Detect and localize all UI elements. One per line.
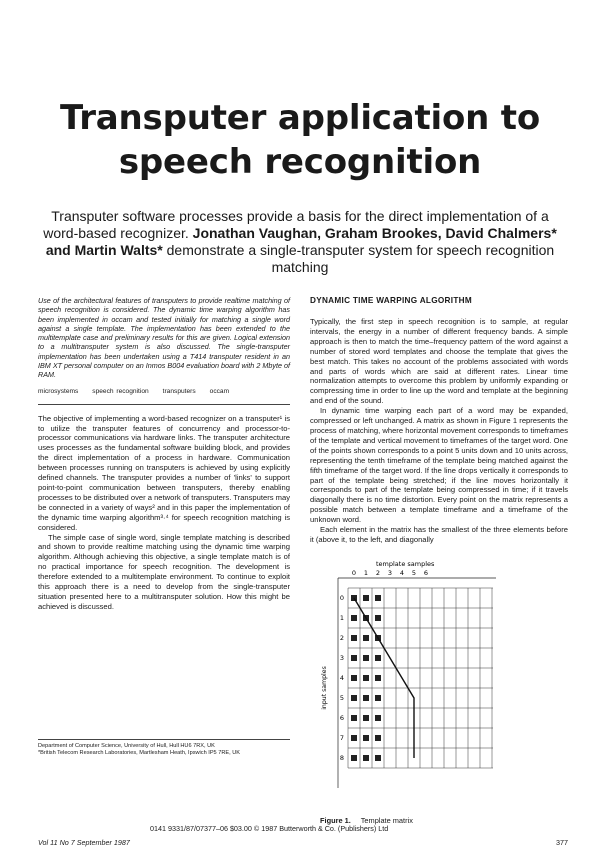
figure-caption-text: Template matrix <box>360 816 413 825</box>
matrix-cell-mark <box>363 715 369 721</box>
standfirst <box>40 208 560 276</box>
matrix-cell-mark <box>363 755 369 761</box>
copyright-line: 0141 9331/87/07377–06 $03.00 © 1987 Butterworth & Co. (Publishers) Ltd <box>150 824 389 833</box>
affiliations <box>38 739 290 757</box>
paragraph: In dynamic time warping each part of a word may be expanded, compressed or left unchanged. A matrix as shown in Figure 1 represents the process of matching, where horizontal movement corresponds to timeframes of the template and vertical movement to timeframes of the target word. One of the points shown corresponds to a point 5 units down and 10 units across, representing the tenth timeframe of the template being matched against the fifth timeframe of the target word. If the line drops vertically it corresponds to part of the template being stretched; if the line moves horizontally it corresponds to part of the template being compressed in time; if it travels diagonally there is no time distortion. Every point on the matrix represents a possible match between a template timeframe and a timeframe of the unknown word. <box>310 406 568 525</box>
matrix-cell-mark <box>351 695 357 701</box>
keyword: occam <box>209 387 230 395</box>
page-number: 377 <box>556 838 568 847</box>
author-names: Jonathan Vaughan, Graham Brookes, David Chalmers* and Martin Walts* <box>45 225 557 258</box>
row-number: 7 <box>339 734 345 742</box>
template-matrix-figure <box>318 558 498 808</box>
figure-side-label: input samples <box>321 666 328 710</box>
matrix-cell-mark <box>351 675 357 681</box>
row-numbers <box>340 594 344 762</box>
column-number: 4 <box>399 569 405 577</box>
row-number: 3 <box>339 654 345 662</box>
matrix-cell-mark <box>351 635 357 641</box>
matrix-cell-mark <box>375 655 381 661</box>
affiliation: Department of Computer Science, University of Hull, Hull HU6 7RX, UK <box>38 743 215 749</box>
paragraph: Typically, the first step in speech recognition is to sample, at regular intervals, the energy in a number of different frequency bands. A simple approach is then to match the time–frequency pattern of the word against a number of stored word templates and choose the template that gives the best match. This takes no account of the problems associated with words and parts of words which are said at different rates. Linear time normalization attempts to overcome this problem by uniformly expanding or compressing time in order to line up the word and template at the beginning and end of the sound. <box>310 317 568 406</box>
row-number: 4 <box>339 674 345 682</box>
figure-number: Figure 1. <box>320 816 351 825</box>
column-numbers <box>352 569 428 577</box>
keywords <box>38 388 290 395</box>
column-number: 2 <box>375 569 381 577</box>
title-line-1: Transputer application to <box>59 98 540 138</box>
standfirst-text-end: demonstrate a single-transputer system for speech recognition matching <box>166 242 555 275</box>
row-number: 6 <box>339 714 345 722</box>
row-number: 5 <box>339 694 345 702</box>
keyword: microsystems <box>38 387 79 395</box>
paragraph: The simple case of single word, single template matching is described and shown to provide realtime matching using the dynamic time warping algorithm. Although achieving this objective, a single template match is of no practical importance for speech recognition. The development is therefore extended to a multitemplate environment. To continue to exploit this approach there is a need to develop from the single-transputer situation presented here to a multitransputer solution. How this might be achieved is discussed. <box>38 532 290 611</box>
matrix-cell-mark <box>375 715 381 721</box>
title-line-2: speech recognition <box>118 142 482 182</box>
matrix-cell-mark <box>375 755 381 761</box>
matrix-cell-mark <box>375 615 381 621</box>
matrix-cell-mark <box>375 695 381 701</box>
matrix-cells <box>351 595 381 761</box>
column-number: 6 <box>423 569 429 577</box>
matrix-cell-mark <box>363 695 369 701</box>
row-number: 1 <box>339 614 345 622</box>
matrix-cell-mark <box>351 735 357 741</box>
column-number: 0 <box>351 569 357 577</box>
divider <box>38 404 290 405</box>
column-number: 5 <box>411 569 417 577</box>
affiliation: *British Telecom Research Laboratories, Martlesham Heath, Ipswich IP5 7RE, UK <box>38 750 240 756</box>
right-column <box>310 296 568 545</box>
article-title <box>0 96 600 184</box>
column-number: 3 <box>387 569 393 577</box>
row-number: 0 <box>339 594 345 602</box>
right-body <box>310 317 568 545</box>
keyword: speech recognition <box>92 387 149 395</box>
left-body <box>38 414 290 612</box>
journal-issue: Vol 11 No 7 September 1987 <box>38 838 130 847</box>
matrix-cell-mark <box>375 675 381 681</box>
row-number: 8 <box>339 754 345 762</box>
left-column <box>38 296 290 612</box>
matrix-grid <box>348 588 493 768</box>
matrix-cell-mark <box>363 635 369 641</box>
standfirst-text: Transputer software processes provide a basis for the direct implementation of a word-based recognizer. <box>43 208 549 241</box>
row-number: 2 <box>339 634 345 642</box>
matrix-cell-mark <box>363 655 369 661</box>
matrix-cell-mark <box>363 735 369 741</box>
matrix-cell-mark <box>351 615 357 621</box>
paragraph: The objective of implementing a word-based recognizer on a transputer¹ is to utilize the transputer features of concurrency and processor-to-processor communications via hardware links. The transputer architecture uses processes as the fundamental software building block, and provides the direct implementation of a process in hardware. Communication between processes running on transputers is achieved by using explicitly defined channels. The transputer provides a number of 'links' to support point-to-point communication between transputers, thereby enabling processes to be distributed over a network of transputers. Transputers may be connected in a variety of ways² and in this paper the implementation of the dynamic time warping algorithm³·⁴ for speech recognition matching is considered. <box>38 413 290 532</box>
matrix-cell-mark <box>375 735 381 741</box>
section-heading: DYNAMIC TIME WARPING ALGORITHM <box>310 296 472 305</box>
figure-top-label: template samples <box>376 560 435 568</box>
matrix-cell-mark <box>363 675 369 681</box>
abstract: Use of the architectural features of transputers to provide realtime matching of speech recognition is considered. The dynamic time warping algorithm has been implemented in occam and tested initially for matching a single word against a single template. The implementation has been extended to the multitemplate case and preliminary results for this are given. Logical extension to a multitransputer system is also discussed. The single-transputer implementation has been undertaken using a T414 transputer resident in an IBM XT personal computer on an Inmos B004 evaluation board with 2 Mbyte of RAM. <box>38 296 290 380</box>
paragraph: Each element in the matrix has the smallest of the three elements before it (above it, to the left, and diagonally <box>310 525 568 544</box>
column-number: 1 <box>363 569 369 577</box>
matrix-cell-mark <box>351 755 357 761</box>
matrix-cell-mark <box>351 655 357 661</box>
matrix-cell-mark <box>363 595 369 601</box>
page-footer <box>38 838 568 847</box>
matrix-cell-mark <box>375 595 381 601</box>
matrix-cell-mark <box>351 715 357 721</box>
keyword: transputers <box>162 387 196 395</box>
